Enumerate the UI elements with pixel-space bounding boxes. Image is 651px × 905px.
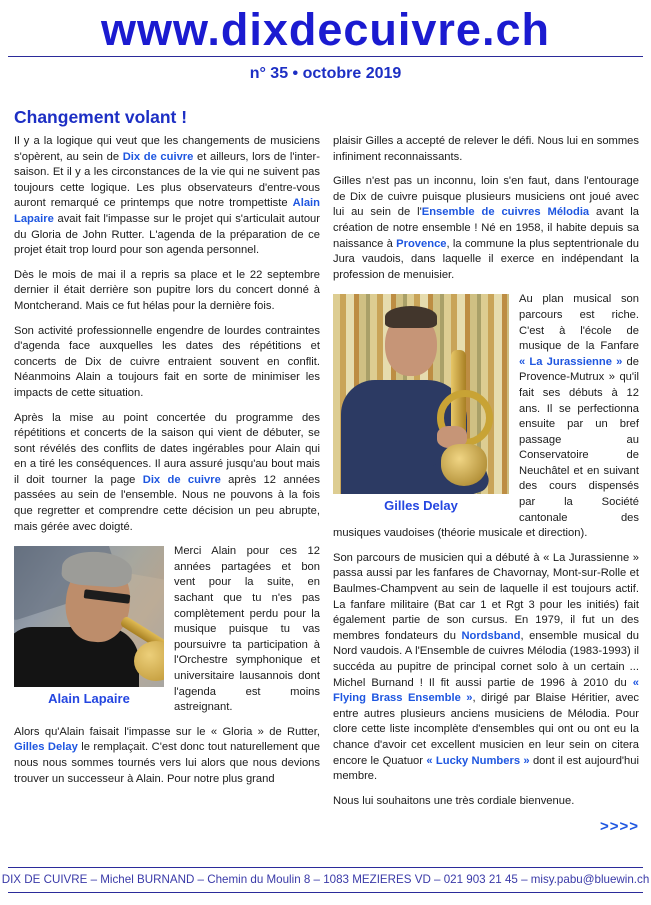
alain-lapaire-figure	[14, 546, 164, 707]
gilles-delay-photo	[333, 294, 509, 494]
photo-caption: Alain Lapaire	[48, 691, 130, 707]
paragraph: Son activité professionnelle engendre de lourdes contraintes d'agenda face auxquelles les dates des répétitions et concerts de Dix de cuivre entraient souvent en conflit. Néanmoins Alain a toujours fait en sorte de minimiser les impacts de cette situation.	[14, 324, 320, 399]
photo-caption: Gilles Delay	[384, 498, 458, 514]
footer	[0, 867, 651, 893]
musician-hair	[385, 306, 437, 328]
wrapped-text: Merci Alain pour ces 12 années partagées et bon vent pour la suite, en sachant que tu n'es pas complètement perdu pour la musique puisque tu vas poursuivre ta participation à l'Orchestre symphonique et universitaire lausannois dont l'agenda est moins astreignant.	[174, 545, 320, 714]
masthead	[0, 0, 651, 56]
paragraph: plaisir Gilles a accepté de relever le défi. Nous lui en sommes infiniment reconnaissants.	[333, 135, 639, 163]
musician-torso	[14, 627, 139, 687]
paragraph: Son parcours de musicien qui a débuté à « La Jurassienne » passa aussi par les fanfares de Chavornay, Mont-sur-Rolle et Baulmes-Champvent au sein de laquelle il est toujours actif. La fanfare militaire (Bat car 1 et Rgt 3 pour les initiés) fait également partie de son cursus. En 1979, il fut un des membres fondateurs du Nordsband, ensemble musical du Nord vaudois. A l'Ensemble de cuivres Mélodia (1983-1993) il succéda au pupitre de principal cornet solo à un certain ... Michel Burnand ! Il fit aussi partie de 1996 à 2010 du « Flying Brass Ensemble », dirigé par Blaise Héritier, avec entre autres plusieurs anciens musiciens de Mélodia. Pour clore cette liste incomplète d'ensembles qui ont ou ont eu la chance d'avoir cet excellent musicien en leur sein on citera encore le Quatuor « Lucky Numbers » dont il est aujourd'hui membre.	[333, 551, 640, 783]
paragraph: Gilles n'est pas un inconnu, loin s'en faut, dans l'entourage de Dix de cuivre puisque plusieurs musiciens ont joué avec lui au sein de l'Ensemble de cuivres Mélodia avant la création de notre ensemble ! Né en 1958, il habite depuis sa naissance à Provence, la commune la plus septentrionale du Jura vaudois, dans laquelle il exerce en indépendant la profession de menuisier.	[333, 175, 639, 281]
left-column	[14, 134, 320, 796]
paragraph: Il y a la logique qui veut que les changements de musiciens s'opèrent, au sein de Dix de cuivre et ailleurs, lors de l'inter-saison. Et il y a les circonstances de la vie qui ne suivent pas toujours cette logique. Les plus observateurs d'entre-vous auront remarqué ce printemps que notre trompettiste Alain Lapaire avait fait l'impasse sur le projet qui s'articulait autour du Gloria de John Rutter. L'agenda de la préparation de ce projet était trop lourd pour son agenda personnel.	[14, 135, 320, 257]
paragraph-with-photo	[333, 292, 639, 542]
gilles-delay-figure	[333, 294, 509, 514]
right-column	[333, 134, 639, 835]
paragraph: Dès le mois de mai il a repris sa place et le 22 septembre dernier il était derrière son pupitre lors du concert donné à Montcherand. Mais ce fut hélas pour la dernière fois.	[14, 268, 320, 312]
site-title: www.dixdecuivre.ch	[101, 4, 550, 55]
article-title: Changement volant !	[14, 107, 188, 127]
alain-lapaire-photo	[14, 546, 164, 687]
paragraph: Nous lui souhaitons une très cordiale bienvenue.	[333, 794, 575, 807]
footer-divider-bottom	[8, 892, 643, 893]
paragraph: Après la mise au point concertée du programme des répétitions et concerts de la saison qui vient de débuter, se sont révélés des conflits de dates ingérables pour Alain qui en a tiré les conséquences. Il aura assuré jusqu'au bout mais il doit tourner la page Dix de cuivre après 12 années passées au sein de l'ensemble. Nous ne pouvons à la fois que regretter et comprendre cette décision un peu abrupte, mais gérée avec doigté.	[14, 411, 320, 533]
issue-line: n° 35 • octobre 2019	[249, 65, 402, 82]
paragraph: Alors qu'Alain faisait l'impasse sur le « Gloria » de Rutter, Gilles Delay le remplaçait. C'est donc tout naturellement que nous nous sommes tournés vers lui alors que nous devions trouver un successeur à Alain. Pour notre plus grand	[14, 725, 320, 785]
two-column-body	[0, 134, 651, 835]
paragraph-with-photo	[14, 544, 320, 716]
footer-contact-line: DIX DE CUIVRE – Michel BURNAND – Chemin du Moulin 8 – 1083 MEZIERES VD – 021 903 21 45 – misy.pabu@bluewin.ch	[1, 873, 650, 886]
musician-hair	[61, 550, 133, 589]
more-pages-marker: >>>>	[599, 818, 639, 836]
wrapped-text: Au plan musical son parcours est riche. C'est à l'école de musique de la Fanfare « La Jurassienne » de Provence-Mutrux » qu'il fait ses débuts à 12 ans. Il se perfectionna ensuite par un bref passage au Conservatoire de Neuchâtel et en suivant des cours dispensés par la Société cantonale des musiques vaudoises (théorie musicale et direction).	[333, 293, 639, 540]
